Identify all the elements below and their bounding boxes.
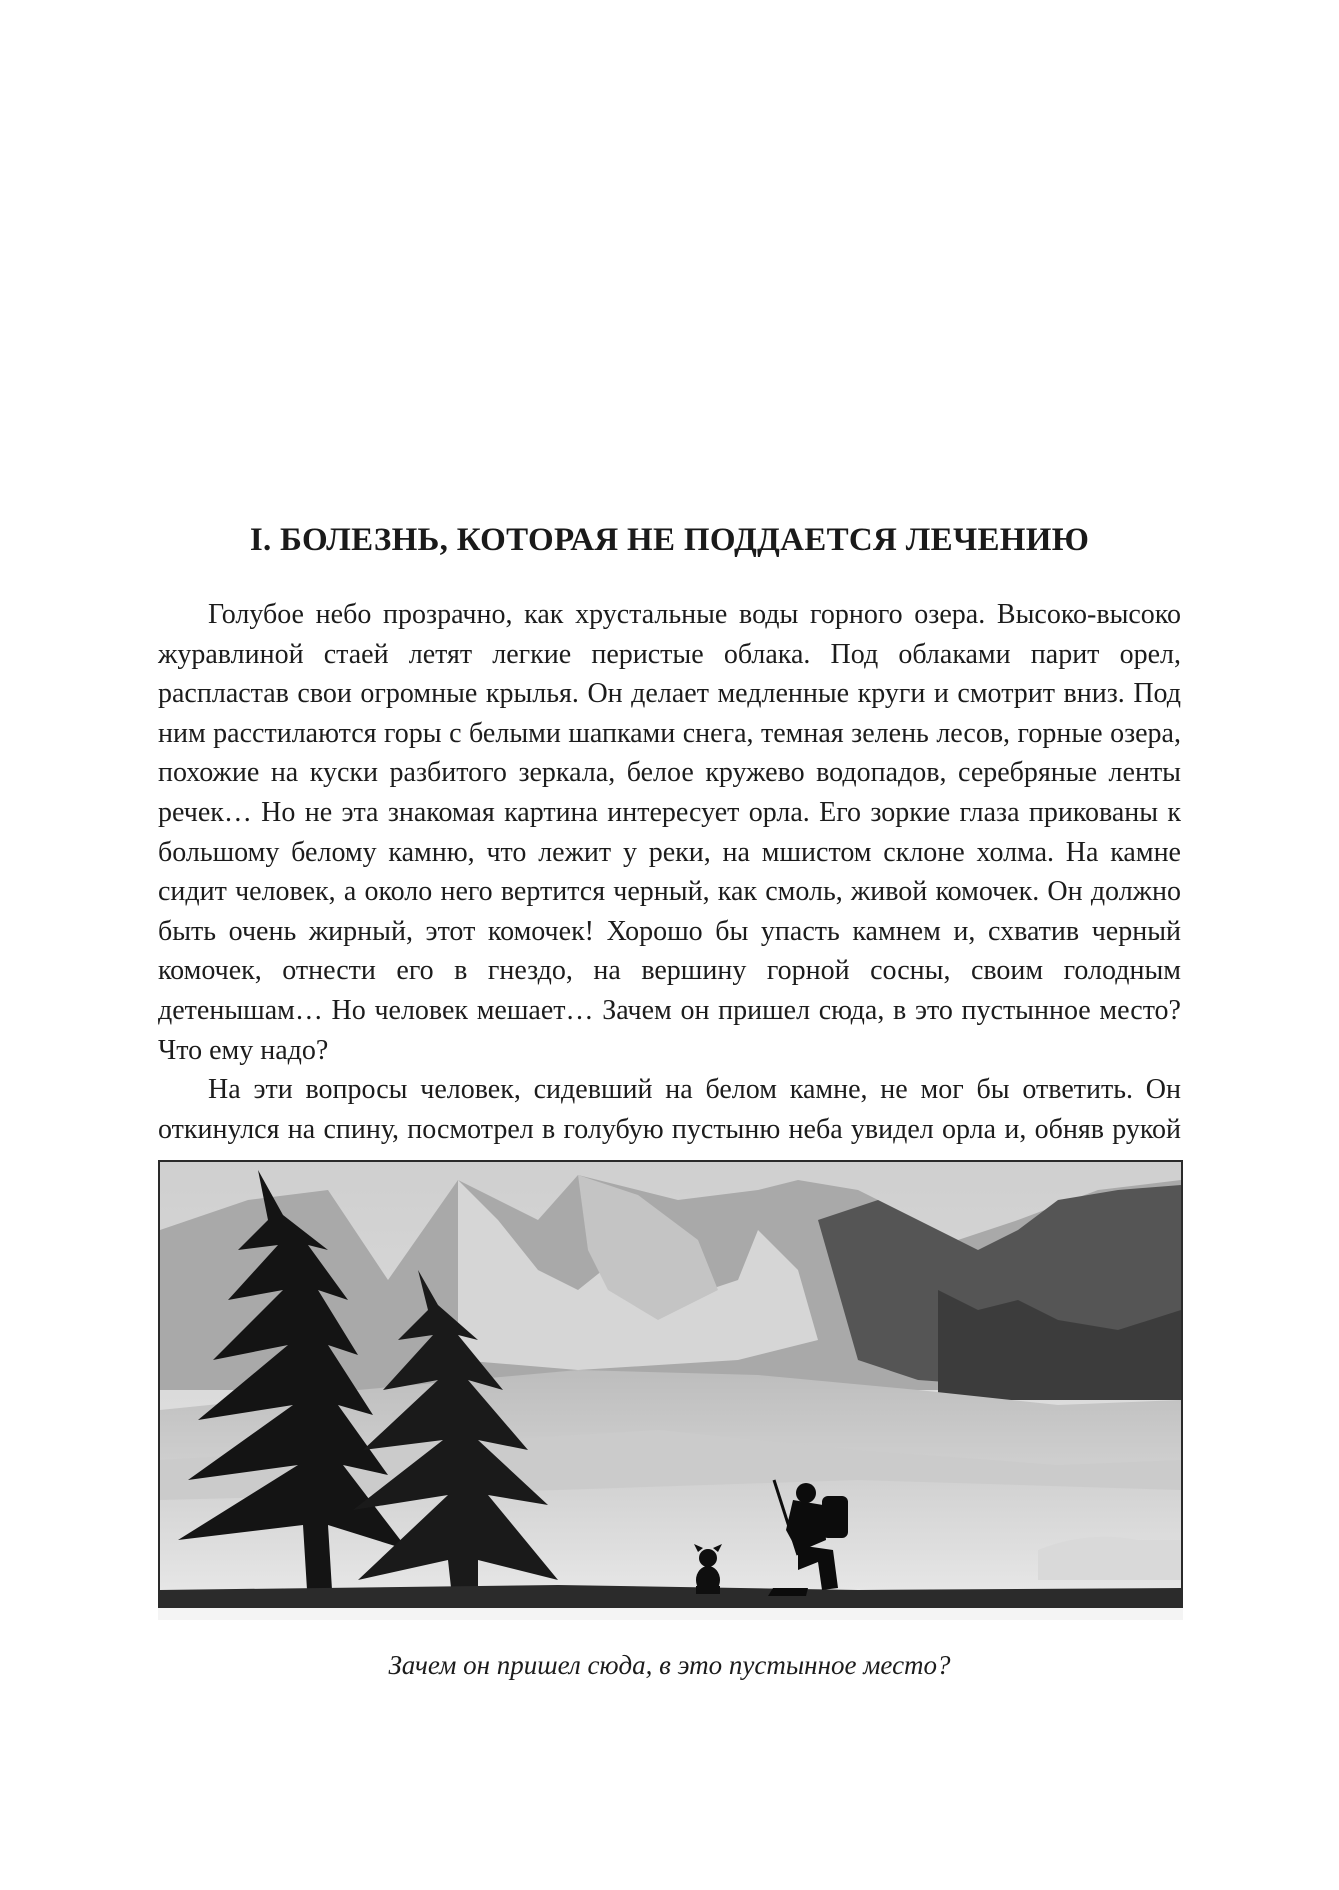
chapter-title: I. БОЛЕЗНЬ, КОТОРАЯ НЕ ПОДДАЕТСЯ ЛЕЧЕНИЮ [249,522,1090,558]
paragraph: Голубое небо прозрачно, как хрустальные воды горного озера. Высоко-высоко журавлиной стаей летят легкие перистые облака. Под облаками парит орел, распластав свои огромные крылья. Он делает медленные круги и смотрит вниз. Под ним расстилаются горы с белыми шапками снега, темная зелень лесов, горные озера, похожие на куски разбитого зеркала, белое кружево водопадов, серебряные ленты речек… Но не эта знакомая картина интересует орла. Его зоркие глаза прикованы к большому белому камню, что лежит у реки, на мшистом склоне холма. На камне сидит человек, а около него вертится черный, как смоль, живой комочек. Он должно быть очень жирный, этот комочек! Хорошо бы упасть камнем и, схватив черный комочек, отнести его в гнездо, на вершину горной сосны, своим голодным детенышам… Но человек мешает… Зачем он пришел сюда, в это пустынное место? Что ему надо? [158,599,1181,1066]
illustration-mountain-landscape [158,1160,1183,1620]
illustration-caption: Зачем он пришел сюда, в это пустынное место? [388,1650,951,1680]
paragraph: На эти вопросы человек, сидевший на белом камне, не мог бы ответить. Он откинулся на спину, посмотрел в голубую пустыню неба увидел орла и, обняв рукой [158,1074,1181,1145]
body-text [158,595,1181,1189]
